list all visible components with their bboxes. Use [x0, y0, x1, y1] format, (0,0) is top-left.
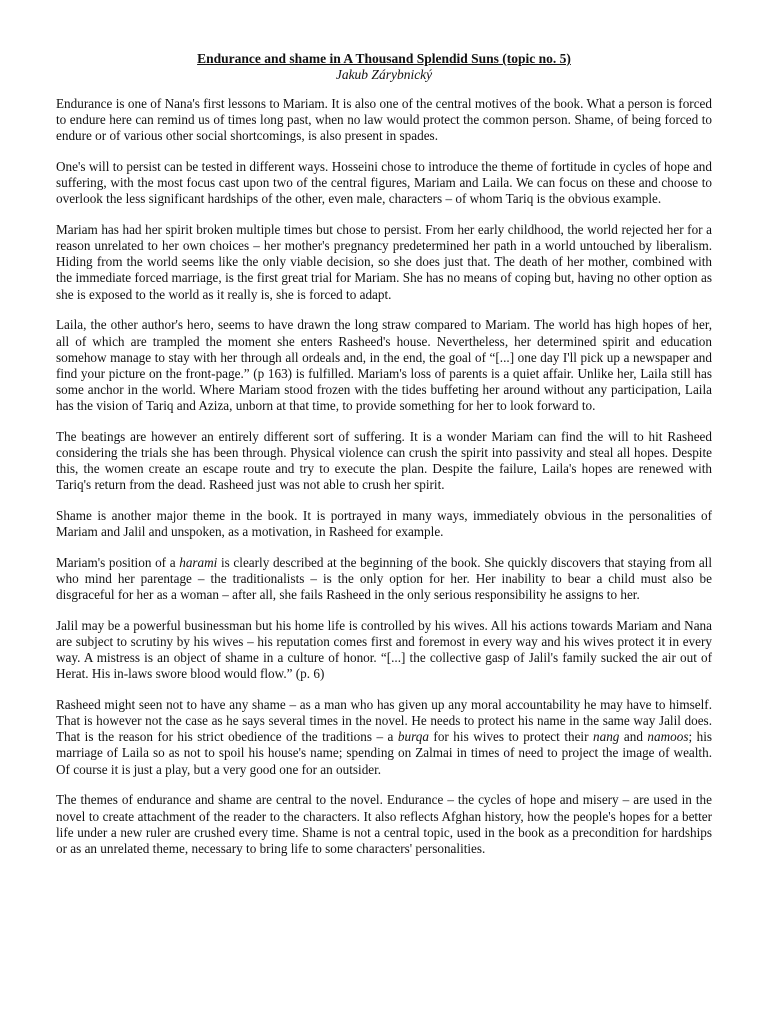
- text-run: Jalil may be a powerful businessman but his home life is controlled by his wives. All his actions towards Mariam and Nana are subject to scrutiny by his wives – his reputation comes first and foremost in every way and his wives protect it in every way. A mistress is an object of shame in a culture of honor. “[...] the collective gasp of Jalil's family sucked the air out of Herat. His in-laws swore blood would flow.” (p. 6): [56, 618, 712, 682]
- text-run: Laila, the other author's hero, seems to have drawn the long straw compared to Mariam. The world has high hopes of her, all of which are trampled the moment she enters Rasheed's house. Nevertheless, her determined spirit and education somehow manage to stay with her through all ordeals and, in the end, the goal of “[...] one day I'll pick up a newspaper and find your picture on the front-page.” (p 163) is fulfilled. Mariam's loss of parents is a quiet affair. Unlike her, Laila still has some anchor in the world. Where Mariam stood frozen with the tides buffeting her around without any participation, Laila has the vision of Tariq and Aziza, unborn at that time, to provide something for her to look forward to.: [56, 317, 712, 413]
- paragraph: [56, 618, 712, 682]
- text-run: is clearly described at the beginning of the book. She quickly discovers that staying from all who mind her parentage – the traditionalists – is the only option for her. Her inability to bear a child must also be disgraceful for her as a woman – after all, she fails Rasheed in the only serious responsibility he assigns to her.: [56, 554, 712, 603]
- text-run: Mariam's position of a: [56, 554, 180, 570]
- paragraph: [56, 508, 712, 540]
- paragraph: [56, 159, 712, 207]
- paragraph: [56, 317, 712, 414]
- text-run: Rasheed might seen not to have any shame – as a man who has given up any moral accountability he may have to himself. That is however not the case as he says several times in the novel. He needs to protect his name in the same way Jalil does. That is the reason for his strict obedience of the traditions – a: [56, 697, 712, 745]
- document-title: Endurance and shame in A Thousand Splendid Suns (topic no. 5): [197, 51, 571, 66]
- document-page: [56, 50, 712, 857]
- text-run: Mariam has had her spirit broken multiple times but chose to persist. From her early childhood, the world rejected her for a reason unrelated to her own choices – her mother's pregnancy predetermined her path in a world untouched by liberalism. Hiding from the world seems like the only viable decision, so she does just that. The death of her mother, combined with the immediate forced marriage, is the first great trial for Mariam. She has no means of coping but, having no other option as she is exposed to the world as it really is, she is forced to adapt.: [56, 222, 712, 302]
- text-run: ; his marriage of Laila so as not to spoil his house's name; spending on Zalmai in times of need to project the image of wealth. Of course it is just a play, but a very good one for an outsider.: [56, 729, 713, 777]
- document-body: [56, 96, 712, 857]
- paragraph: [56, 96, 712, 144]
- italic-term: burqa: [397, 729, 429, 745]
- italic-term: namoos: [647, 729, 689, 745]
- paragraph: [56, 697, 712, 777]
- italic-term: harami: [179, 554, 218, 570]
- text-run: The themes of endurance and shame are central to the novel. Endurance – the cycles of hope and misery – are used in the novel to create attachment of the reader to the characters. It also reflects Afghan history, how the people's hopes for a better life under a new ruler are crushed every time. Shame is not a central topic, used in the book as a precondition for hardships or as an unrelated theme, necessary to bring life to some characters' personalities.: [56, 792, 712, 856]
- document-author: Jakub Zárybnický: [335, 67, 433, 82]
- paragraph: [56, 792, 712, 856]
- paragraph: [56, 555, 712, 603]
- text-run: Endurance is one of Nana's first lessons to Mariam. It is also one of the central motives of the book. What a person is forced to endure here can remind us of times long past, when no law would protect the common person. Shame, of being forced to endure or of various other social shortcomings, is also present in spades.: [56, 96, 712, 144]
- text-run: and: [619, 729, 648, 745]
- text-run: One's will to persist can be tested in different ways. Hosseini chose to introduce the theme of fortitude in cycles of hope and suffering, with the most focus cast upon two of the central figures, Mariam and Laila. We can focus on these and choose to overlook the less significant hardships of the other, even male, characters – of whom Tariq is the obvious example.: [56, 159, 712, 207]
- paragraph: [56, 429, 712, 493]
- text-run: for his wives to protect their: [428, 729, 593, 745]
- text-run: The beatings are however an entirely different sort of suffering. It is a wonder Mariam can find the will to hit Rasheed considering the trials she has been through. Physical violence can crush the spirit into passivity and steal all hopes. Despite this, the women create an escape route and try to execute the plan. Despite the failure, Laila's hopes are renewed with Tariq's return from the dead. Rasheed just was not able to crush her spirit.: [56, 428, 712, 493]
- text-run: Shame is another major theme in the book. It is portrayed in many ways, immediately obvious in the personalities of Mariam and Jalil and unspoken, as a motivation, in Rasheed for example.: [56, 507, 712, 540]
- paragraph: [56, 222, 712, 302]
- italic-term: nang: [593, 729, 620, 745]
